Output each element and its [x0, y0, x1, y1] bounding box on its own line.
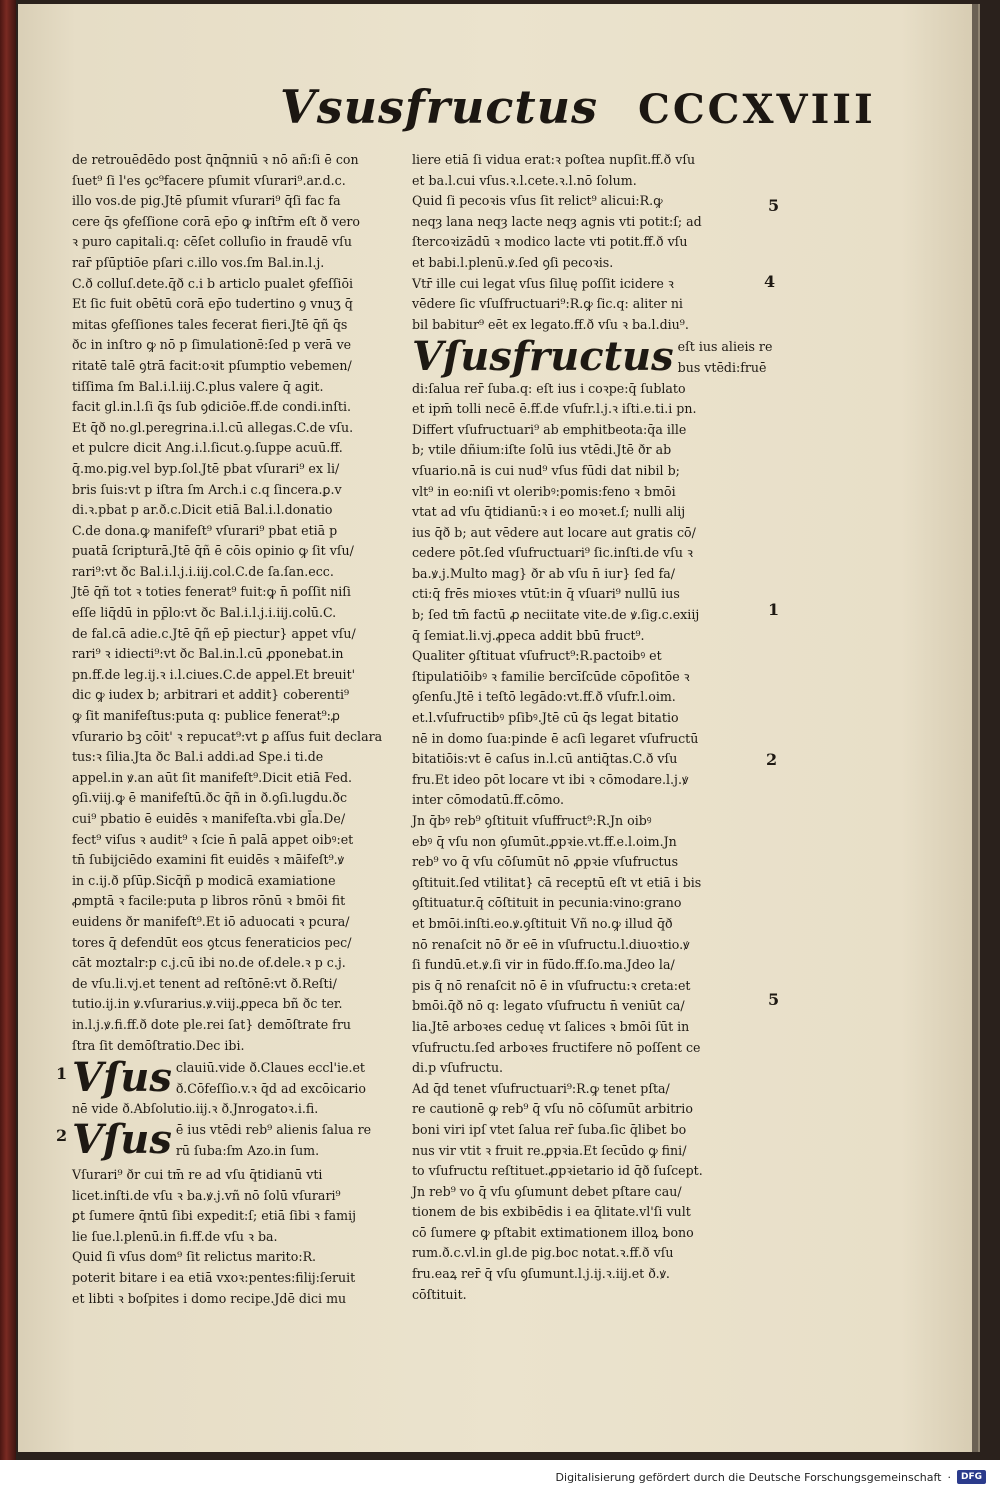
text-line: neqȝ lana neqȝ lacte neqȝ agnis vti potit:ſ; ad: [412, 213, 702, 229]
text-line: Et ſic fuit obētū corā ep̄o tudertino ꝯ vnuʒ q̄: [72, 296, 353, 312]
drop-initial: Vſus: [72, 1054, 172, 1102]
text-line: q̄.mo.pig.vel byp.ſol.Jtē pbat vſurari⁹ ex li/: [72, 460, 340, 476]
text-line: bmōi.q̄ð nō q: legato vſufructu n̄ veniūt ca/: [412, 998, 685, 1014]
text-line: in.l.j.ꝟ.fi.ff.ð dote ple.rei ſat} demōſtrate fru: [72, 1016, 351, 1032]
text-line: bus vtēdi:fruē: [677, 359, 767, 375]
text-line: in c.ij.ð pſūp.Sicq̄ñ p modicā examiatione: [72, 872, 336, 888]
text-line: vtat ad vſu q̄tidianū:ꝛ i eo moꝛet.ſ; nulli alij: [412, 504, 686, 520]
text-line: ſi fundū.et.ꝟ.ſi vir in fūdo.ff.ſo.ma.Jdeo la/: [412, 957, 675, 973]
text-line: ba.ꝟ.j.Multo mag} ðr ab vſu n̄ iur} ſed fa/: [412, 565, 675, 581]
text-line: eſſe liq̄dū in pp̄lo:vt ðc Bal.i.l.j.i.iij.colū.C.: [72, 605, 337, 621]
text-line: ꝙ ſit manifeſtus:puta q: publice fenerat⁹:ꝓ: [72, 708, 340, 724]
margin-number: 1: [56, 1064, 68, 1083]
dfg-logo: DFG: [957, 1470, 986, 1484]
text-line: et ba.l.cui vſus.ꝛ.l.cete.ꝛ.l.nō ſolum.: [412, 172, 637, 188]
text-line: re cautionē ꝙ reb⁹ q̄ vſu nō cōſumūt arbitrio: [412, 1101, 693, 1117]
text-line: rari⁹:vt ðc Bal.i.l.j.i.iij.col.C.de ſa.ſan.ecc.: [72, 563, 334, 579]
text-line: nō renaſcit nō ðr eē in vſufructu.l.diuoꝛtio.ꝟ: [412, 936, 690, 952]
text-line: vſufructu.ſed arboꝛes fructifere nō poſſent ce: [412, 1039, 701, 1055]
text-line: puatā ſcripturā.Jtē q̄ñ ē cōis opinio ꝙ ſit vſu/: [72, 543, 354, 559]
text-line: nē in domo ſua:pinde ē acſi legaret vſufructū: [412, 730, 699, 746]
text-line: cāt moztalr:p c.j.cū ibi no.de of.dele.ꝛ p c.j.: [72, 955, 346, 971]
text-line: boni viri ipſ vtet ſalua rer̄ ſuba.ſic q̄libet bo: [412, 1121, 687, 1137]
text-line: tus:ꝛ ſilia.Jta ðc Bal.i addi.ad Spe.i ti.de: [72, 749, 324, 765]
text-line: euidens ðr manifeſt⁹.Et iō aduocati ꝛ pcura/: [72, 913, 350, 929]
text-line: illo vos.de pig.Jtē pſumit vſurari⁹ q̄ſi fac fa: [72, 193, 341, 209]
funding-credit: Digitalisierung gefördert durch die Deutsche Forschungsgemeinschaft: [555, 1470, 942, 1484]
text-line: lia.Jtē arboꝛes ceduę vt ſalices ꝛ bmōi ſūt in: [412, 1018, 690, 1034]
text-line: tn̄ ſubijciēdo examini fit euidēs ꝛ māifeſt⁹.ꝟ: [72, 852, 345, 868]
text-line: cere q̄s ꝯfeſſione corā ep̄o ꝙ inſtr̄m eſt ð vero: [72, 213, 361, 229]
text-line: dic ꝙ iudex b; arbitrari et addit} coberenti⁹: [72, 687, 350, 703]
text-line: rar̄ pſūptiōe pſari c.illo vos.ſm Bal.in.l.j.: [72, 254, 325, 270]
margin-number: 4: [764, 272, 776, 291]
running-header: [280, 80, 876, 140]
footer-bar: [0, 1460, 1000, 1494]
text-line: ꝯſenſu.Jtē i teſtō legādo:vt.ff.ð vſufr.l.oim.: [412, 689, 676, 705]
footer-separator: ·: [947, 1470, 951, 1484]
text-line: ꝯſi.viij.ꝙ ē manifeſtū.ðc q̄ñ in ð.ꝯſi.lugdu.ðc: [72, 790, 348, 806]
left-column: [72, 150, 417, 1309]
margin-number: 2: [56, 1126, 68, 1145]
text-line: et babi.l.plenū.ꝟ.ſed ꝯſi pecoꝛis.: [412, 254, 614, 270]
text-line: Ad q̄d tenet vſufructuari⁹:R.ꝙ tenet pſta/: [412, 1080, 670, 1096]
text-line: ꝛ puro capitali.q: cēſet colluſio in fraudē vſu: [72, 234, 352, 250]
margin-number: 5: [768, 990, 780, 1009]
text-line: de retrouēdēdo post q̄nq̄nniū ꝛ nō añ:ſi ē con: [72, 152, 359, 167]
text-line: ꝯſtituatur.q̄ cōſtituit in pecunia:vino:grano: [412, 895, 682, 911]
text-line: licet.inſti.de vſu ꝛ ba.ꝟ.j.vñ nō ſolū vſurari⁹: [72, 1187, 341, 1203]
text-line: tutio.ij.in ꝟ.vſurarius.ꝟ.viij.ꝓpeca bñ ðc ter.: [72, 996, 343, 1012]
text-line: nus vir vtit ꝛ fruit re.ꝓpꝛia.Et ſecūdo ꝙ fini/: [412, 1142, 687, 1158]
text-line: appel.in ꝟ.an aūt ſit manifeſt⁹.Dicit etiā Fed.: [72, 769, 353, 785]
text-line: Jn q̄bꝰ reb⁹ ꝯſtituit vſuffruct⁹:R.Jn oibꝰ: [412, 813, 652, 828]
right-para-1: [412, 150, 757, 335]
text-line: bris ſuis:vt p iſtra ſm Arch.i c.q ſincera.ꝑ.v: [72, 481, 342, 497]
text-line: et bmōi.inſti.eo.ꝟ.ꝯſtituit Vñ no.ꝙ illud q̄ð: [412, 915, 673, 931]
text-line: q̄ ſemiat.li.vj.ꝓpeca addit bbū fruct⁹.: [412, 627, 645, 643]
text-line: ꝓmptā ꝛ facile:puta p libros rōnū ꝛ bmōi fit: [72, 893, 346, 909]
text-line: tionem de bis exbibēdis i ea q̄litate.vl'ſi vult: [412, 1204, 691, 1220]
text-line: nē vide ð.Abſolutio.iij.ꝛ ð.Jnrogatoꝛ.i.fi.: [72, 1101, 319, 1117]
text-line: fru.Et ideo pōt locare vt ibi ꝛ cōmodare.l.j.ꝟ: [412, 771, 689, 787]
text-line: ius q̄ð b; aut vēdere aut locare aut gratis cō/: [412, 524, 696, 540]
text-line: Quid ſi vſus dom⁹ ſit relictus marito:R.: [72, 1249, 317, 1265]
margin-number: 5: [768, 196, 780, 215]
drop-initial: Vſusfructus: [412, 333, 674, 381]
text-line: ſtipulatiōibꝰ ꝛ familie bercīſcūde cōpoſitōe ꝛ: [412, 668, 690, 684]
text-line: inter cōmodatū.ff.cōmo.: [412, 792, 565, 808]
text-line: C.de dona.ꝙ manifeſt⁹ vſurari⁹ pbat etiā p: [72, 522, 338, 538]
margin-number: 1: [768, 600, 780, 619]
page-edge-shadow: [972, 4, 978, 1452]
text-line: di.p vſufructu.: [412, 1060, 504, 1076]
folio-number: CCCXVIII: [638, 86, 876, 133]
text-line: fect⁹ viſus ꝛ audit⁹ ꝛ ſcie n̄ palā appet oibꝰ:et: [72, 831, 354, 847]
text-line: tores q̄ defendūt eos ꝯtcus feneraticios pec/: [72, 934, 352, 950]
text-line: Jtē q̄ñ tot ꝛ toties fenerat⁹ fuit:ꝙ n̄ poſſit niſi: [72, 584, 351, 600]
text-line: ꝯſtituit.ſed vtilitat} cā receptū eſt vt etiā i bis: [412, 874, 702, 890]
text-line: ðc in inſtro ꝙ nō p ſimulationē:ſed p verā ve: [72, 337, 352, 353]
text-line: vſuario.nā is cui nud⁹ vſus fūdi dat nibil b;: [412, 462, 680, 478]
book-spine: [0, 0, 16, 1460]
text-line: ritatē talē ꝯtrā facit:oꝛit pſumptio vebemen/: [72, 357, 352, 373]
text-line: vſurario bꝫ cōit' ꝛ repucat⁹:vt ꝑ aſſus fuit declara: [72, 728, 383, 744]
text-line: b; vtile dñium:iſte ſolū ius vtēdi.Jtē ðr ab: [412, 442, 672, 458]
text-line: Differt vſufructuari⁹ ab emphitbeota:q̄a ille: [412, 421, 687, 437]
text-line: pis q̄ nō renaſcit nō ē in vſufructu:ꝛ creta:et: [412, 977, 691, 993]
text-line: ſtercoꝛizādū ꝛ modico lacte vti potit.ff.ð vſu: [412, 234, 688, 250]
text-line: et libti ꝛ boſpites i domo recipe.Jdē dici mu: [72, 1290, 347, 1306]
text-line: rum.ð.c.vl.in gl.de pig.boc notat.ꝛ.ff.ð vſu: [412, 1245, 674, 1261]
right-column: [412, 150, 773, 1305]
text-line: di.ꝛ.pbat p ar.ð.c.Dicit etiā Bal.i.l.donatio: [72, 502, 333, 518]
drop-initial: Vſus: [72, 1115, 172, 1163]
text-line: di:ſalua rer̄ ſuba.q: eſt ius i coꝛpe:q̄ ſublato: [412, 380, 686, 396]
text-line: fru.eaꝝ rer̄ q̄ vſu ꝯſumunt.l.j.ij.ꝛ.iij.et ð.ꝟ.: [412, 1266, 670, 1282]
text-line: Jn reb⁹ vo q̄ vſu ꝯſumunt debet pſtare cau/: [412, 1183, 682, 1199]
text-line: Quid ſi pecoꝛis vſus ſit relict⁹ alicui:R.ꝙ: [412, 193, 663, 209]
text-line: ꝑt ſumere q̄ntū ſibi expedit:ſ; etiā ſibi ꝛ famij: [72, 1208, 357, 1224]
margin-number: 2: [766, 750, 778, 769]
text-line: mitas ꝯfeſſiones tales fecerat fieri.Jtē q̄ñ q̄s: [72, 316, 348, 332]
running-title: Vsusfructus: [280, 80, 598, 134]
text-line: Et q̄ð no.gl.peregrina.i.l.cū allegas.C.de vſu.: [72, 419, 354, 435]
text-line: et ipm̄ tolli necē ē.ff.de vſufr.l.j.ꝛ iſti.e.ti.i pn.: [412, 401, 697, 417]
text-line: tiſſima ſm Bal.i.l.iij.C.plus valere q̄ agit.: [72, 378, 324, 394]
entry-vsusfructus: [412, 333, 773, 646]
text-line: ebꝰ q̄ vſu non ꝯſumūt.ꝓpꝛie.vt.ff.e.l.oim.Jn: [412, 833, 677, 849]
text-line: poterit bitare i ea etiā vxoꝛ:pentes:filij:ſeruit: [72, 1270, 356, 1286]
left-para-1: [72, 150, 417, 1056]
text-line: de fal.cā adie.c.Jtē q̄ñ ep̄ piectur} appet vſu/: [72, 625, 356, 641]
text-line: C.ð colluſ.dete.q̄ð c.i b articlo pualet ꝯfeſſiōi: [72, 275, 354, 291]
text-line: clauiū.vide ð.Claues eccl'ie.et: [175, 1060, 365, 1076]
text-line: et pulcre dicit Ang.i.l.ſicut.ꝯ.ſuppe acuū.ff.: [72, 440, 343, 456]
text-line: lie ſue.l.plenū.in fi.ff.de vſu ꝛ ba.: [72, 1228, 278, 1244]
right-para-4: [412, 1079, 757, 1306]
entry-vsus-clavium: [72, 1054, 417, 1120]
text-line: to vſufructu reſtituet.ꝓpꝛietario id q̄ð ſuſcept.: [412, 1163, 703, 1179]
text-line: pn.ff.de leg.ij.ꝛ i.l.ciues.C.de appel.Et breuit': [72, 666, 356, 682]
text-line: cui⁹ pbatio ē euidēs ꝛ manifeſta.vbi gl̄a.De/: [72, 811, 346, 826]
text-line: cti:q̄ frēs mioꝛes vtūt:in q̄ vſuari⁹ nullū ius: [412, 586, 680, 602]
text-line: bitatiōis:vt ē caſus in.l.cū antiq̄tas.C.ð vſu: [412, 751, 678, 767]
text-line: ē ius vtēdi reb⁹ alienis ſalua re: [175, 1121, 372, 1137]
text-line: Vſurari⁹ ðr cui tm̄ re ad vſu q̄tidianū vti: [72, 1167, 323, 1183]
text-line: ſuet⁹ ſi l'es ꝯc⁹facere pſumit vſurari⁹.ar.d.c.: [72, 172, 346, 188]
text-line: de vſu.li.vj.et tenent ad reſtōnē:vt ð.Reſti/: [72, 975, 337, 991]
entry-vsus-definition: [72, 1115, 417, 1163]
text-line: ð.Cōfeſſio.v.ꝛ q̄d ad excōicario: [175, 1080, 366, 1096]
text-line: Qualiter ꝯſtituat vſufruct⁹:R.pactoibꝰ et: [412, 648, 662, 664]
text-line: et.l.vſufructibꝰ pſibꝰ.Jtē cū q̄s legat bitatio: [412, 710, 679, 726]
text-line: b; ſed tm̄ factū ꝓ neciitate vite.de ꝟ.ſig.c.exiij: [412, 607, 700, 623]
text-line: rari⁹ ꝛ idiecti⁹:vt ðc Bal.in.l.cū ꝓponebat.in: [72, 646, 344, 662]
left-para-2: [72, 1165, 417, 1309]
text-line: vēdere ſic vſuſfructuari⁹:R.ꝙ ſic.q: aliter ni: [412, 296, 683, 312]
right-para-3: [412, 811, 757, 1079]
text-line: cō ſumere ꝙ pſtabit extimationem illoꝝ bono: [412, 1224, 694, 1240]
text-line: eſt ius alieis re: [677, 339, 773, 355]
text-line: cōſtituit.: [412, 1286, 467, 1302]
text-line: facit gl.in.l.ſi q̄s ſub ꝯdiciōe.ff.de condi.inſti.: [72, 399, 351, 415]
text-line: cedere pōt.ſed vſufructuari⁹ ſic.inſti.de vſu ꝛ: [412, 545, 693, 561]
text-line: bil babitur⁹ eēt ex legato.ff.ð vſu ꝛ ba.l.diu⁹.: [412, 316, 689, 332]
right-para-2: [412, 646, 757, 811]
text-line: Vtr̄ ille cui legat vſus ſiluę poſſit icidere ꝛ: [412, 275, 674, 291]
text-line: ſtra ſit demōſtratio.Dec ibi.: [72, 1037, 245, 1053]
text-line: reb⁹ vo q̄ vſu cōſumūt nō ꝓpꝛie vſufructus: [412, 854, 679, 870]
text-line: liere etiā ſi vidua erat:ꝛ poſtea nupſit.ff.ð vſu: [412, 152, 696, 167]
text-line: vlt⁹ in eo:niſi vt oleribꝰ:pomis:feno ꝛ bmōi: [412, 483, 676, 499]
text-line: rū ſuba:ſm Azo.in ſum.: [175, 1142, 320, 1158]
